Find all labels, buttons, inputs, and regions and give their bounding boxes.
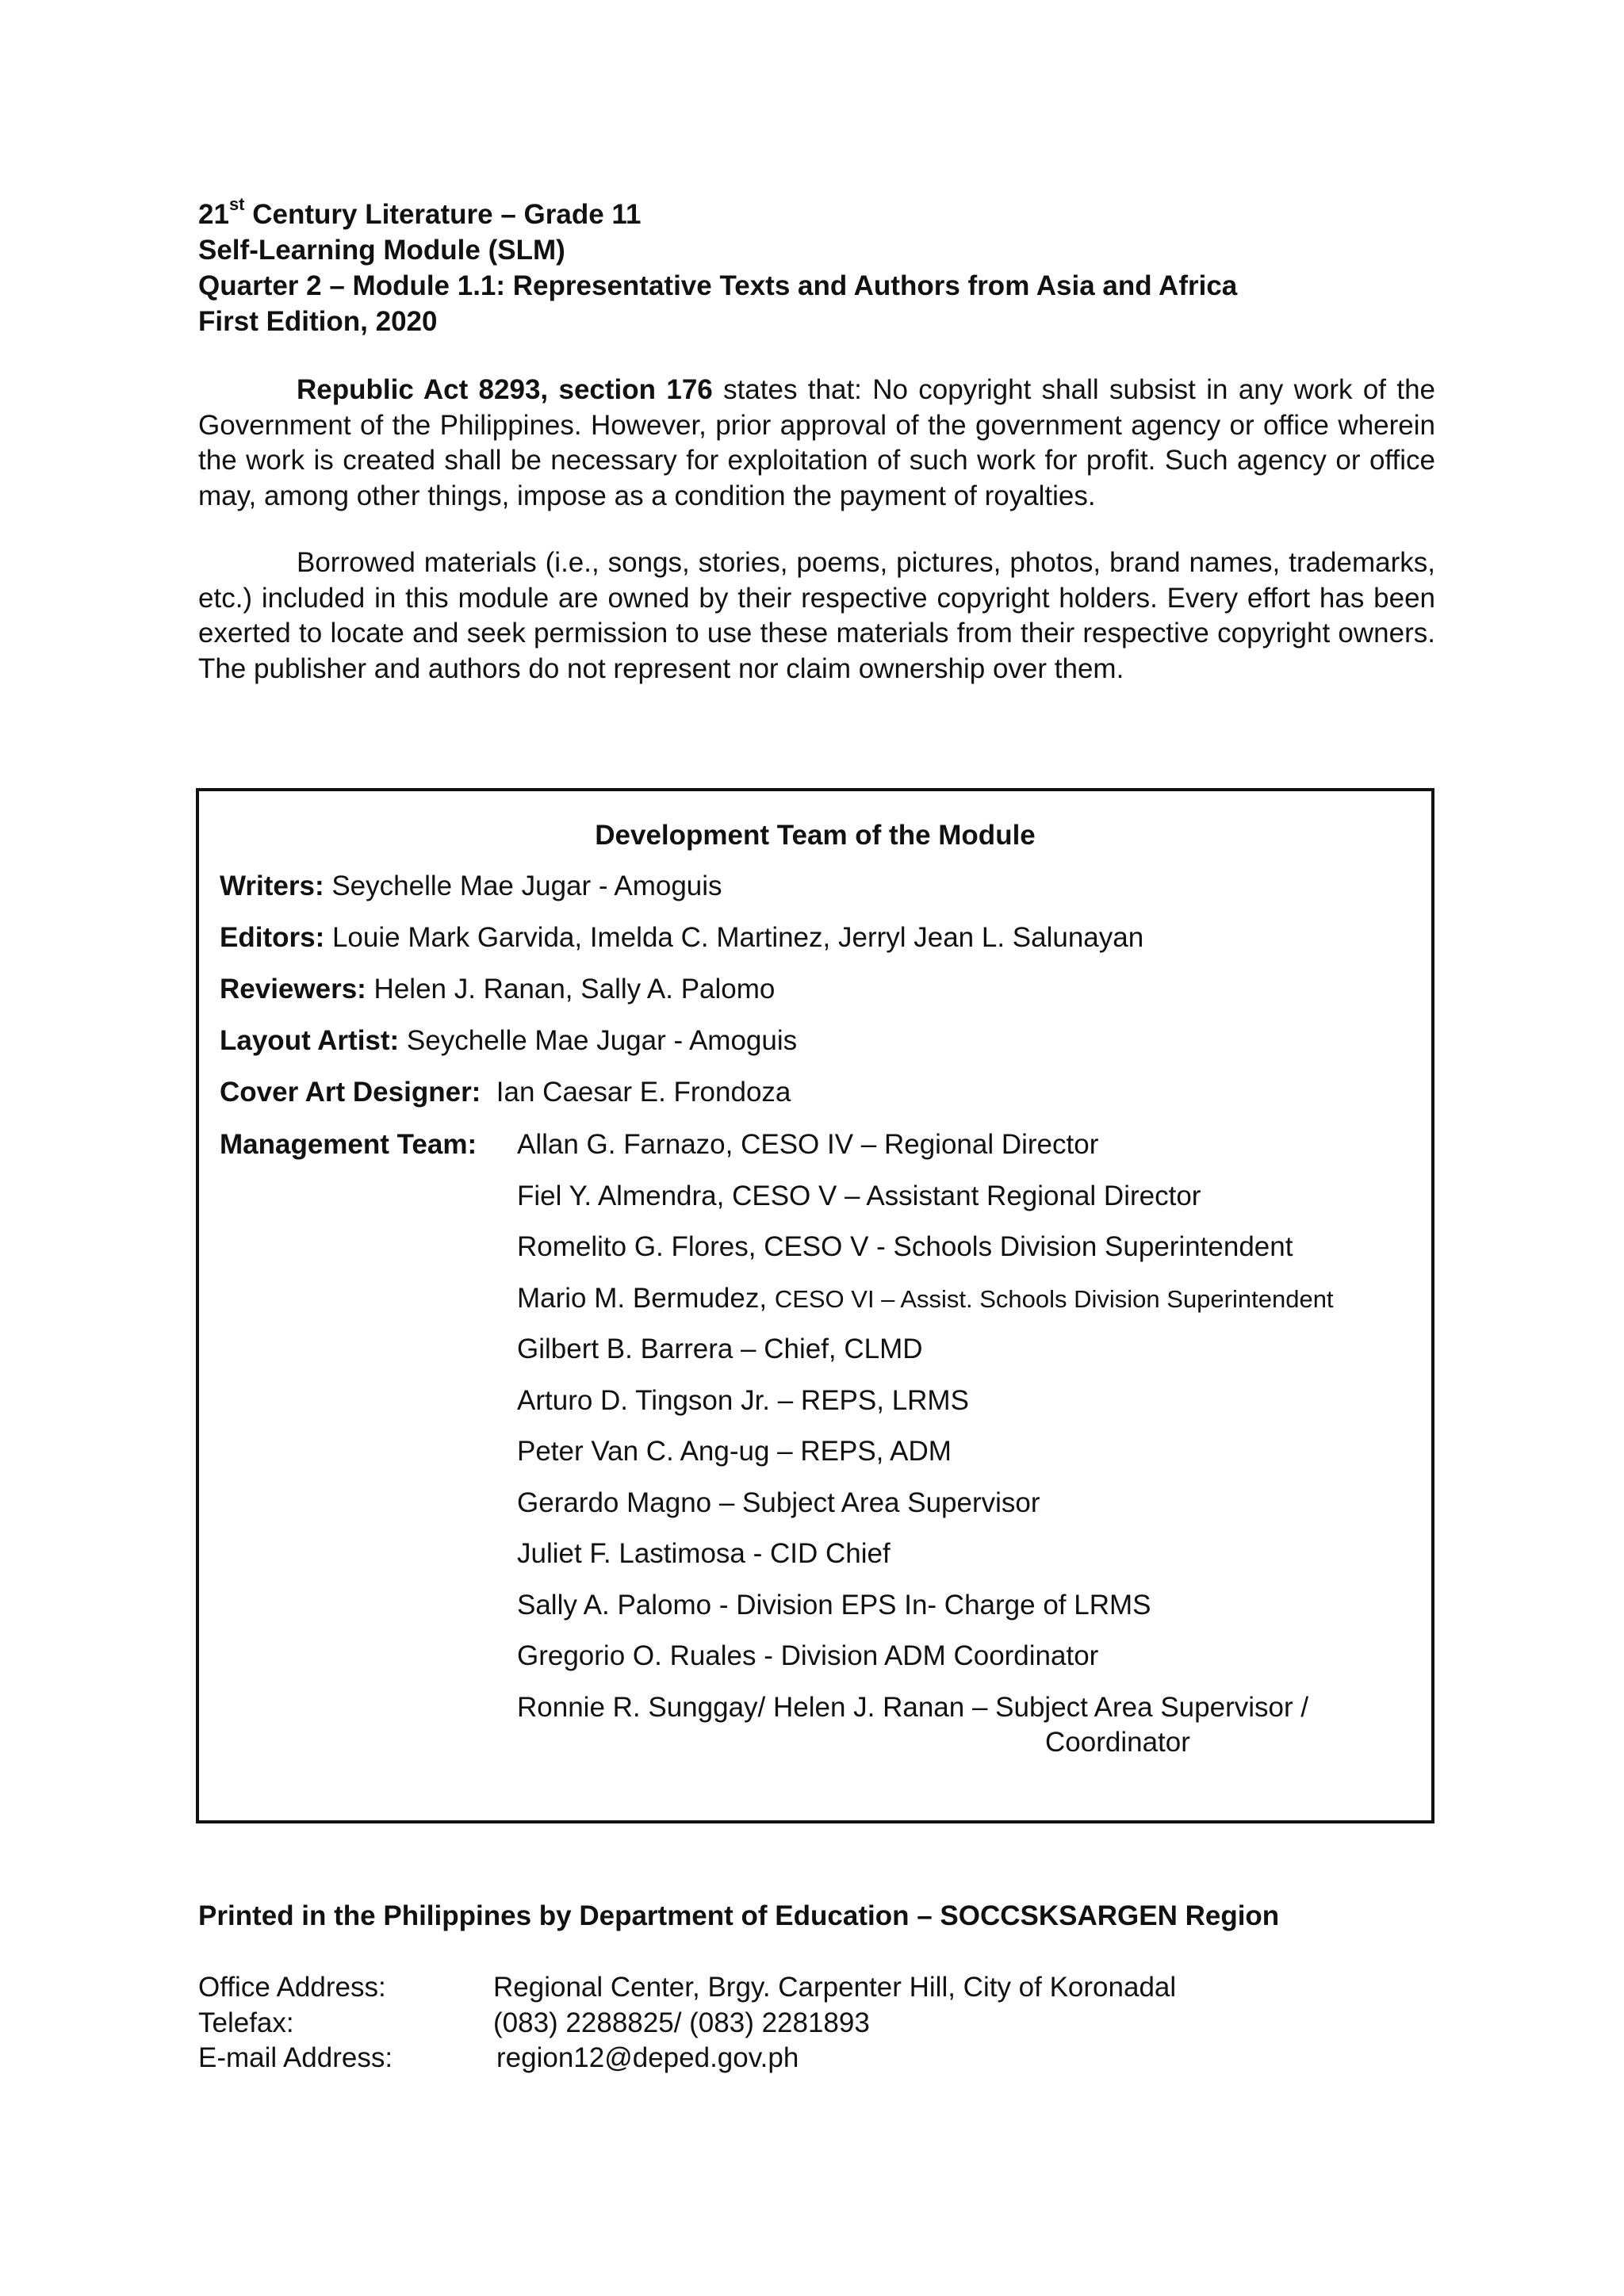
contact-value: region12@deped.gov.ph — [496, 2042, 799, 2073]
list-item: Gregorio O. Ruales - Division ADM Coordinator — [517, 1640, 1099, 1671]
header-quarter-module: Quarter 2 – Module 1.1: Representative Texts and Authors from Asia and Africa — [198, 270, 1238, 301]
header-module-type: Self-Learning Module (SLM) — [198, 235, 565, 266]
credit-reviewers — [220, 972, 775, 1007]
credit-label: Layout Artist: — [220, 1025, 400, 1056]
law-reference: Republic Act 8293, section 176 — [297, 374, 713, 405]
member-position: CESO VI – Assist. Schools Division Superintendent — [774, 1284, 1334, 1313]
contact-label: Office Address: — [198, 1972, 386, 2003]
member-position-continued: Coordinator — [1045, 1726, 1190, 1758]
contact-value: (083) 2288825/ (083) 2281893 — [493, 2007, 870, 2038]
list-item: Gilbert B. Barrera – Chief, CLMD — [517, 1334, 923, 1364]
development-team-box — [196, 788, 1434, 1823]
list-item: Peter Van C. Ang-ug – REPS, ADM — [517, 1436, 952, 1467]
list-item: Juliet F. Lastimosa - CID Chief — [517, 1538, 891, 1569]
credit-label: Cover Art Designer: — [220, 1077, 481, 1108]
credit-value: Seychelle Mae Jugar - Amoguis — [399, 1025, 798, 1056]
contact-label: E-mail Address: — [198, 2042, 393, 2073]
header-title-line — [198, 194, 1237, 232]
title-superscript: st — [228, 194, 245, 215]
title-number: 21 — [198, 199, 229, 230]
credit-label: Reviewers: — [220, 974, 366, 1004]
management-team-label: Management Team: — [220, 1129, 477, 1160]
list-item: Sally A. Palomo - Division EPS In- Charge of LRMS — [517, 1589, 1151, 1621]
management-team-list — [517, 1127, 1334, 1760]
contact-value: Regional Center, Brgy. Carpenter Hill, City of Koronadal — [493, 1972, 1177, 2003]
title-rest: Century Literature – Grade 11 — [244, 199, 642, 230]
list-item — [517, 1690, 1334, 1760]
list-item: Gerardo Magno – Subject Area Supervisor — [517, 1487, 1040, 1518]
list-item — [517, 1281, 1334, 1333]
contact-label: Telefax: — [198, 2007, 294, 2038]
list-item: Arturo D. Tingson Jr. – REPS, LRMS — [517, 1384, 969, 1416]
credit-layout-artist — [220, 1024, 797, 1058]
credit-editors — [220, 920, 1143, 955]
copyright-text: states that: No copyright shall subsist in any work of the Government of the Philippines. However, prior approval of the government agency or office wherein the work is created shall be necessary for exploitation of such work for profit. Such agency or office may, among other things, impose as a condition the payment of royalties. — [198, 374, 1435, 511]
printed-by-statement: Printed in the Philippines by Department of Education – SOCCSKSARGEN Region — [198, 1900, 1280, 1931]
copyright-paragraph — [198, 373, 1435, 514]
header-edition: First Edition, 2020 — [198, 306, 438, 337]
credit-label: Writers: — [220, 871, 324, 901]
credit-value: Helen J. Ranan, Sally A. Palomo — [366, 974, 776, 1004]
credit-value: Seychelle Mae Jugar - Amoguis — [324, 871, 722, 901]
credit-value: Louie Mark Garvida, Imelda C. Martinez, Jerryl Jean L. Salunayan — [324, 922, 1144, 953]
member-name: Ronnie R. Sunggay/ Helen J. Ranan – Subject Area Supervisor / — [517, 1691, 1309, 1723]
credit-label: Editors: — [220, 922, 325, 953]
list-item: Romelito G. Flores, CESO V - Schools Division Superintendent — [517, 1231, 1293, 1262]
borrowed-materials-paragraph: Borrowed materials (i.e., songs, stories, poems, pictures, photos, brand names, trademarks, etc.) included in this module are owned by their respective copyright holders. Every effort has been exerted to locate and seek permission to use these materials from their respective copyright owners. The publisher and authors do not represent nor claim ownership over them. — [198, 547, 1435, 684]
list-item: Allan G. Farnazo, CESO IV – Regional Director — [517, 1129, 1099, 1160]
credit-writers — [220, 869, 722, 904]
credit-value: Ian Caesar E. Frondoza — [481, 1077, 791, 1108]
member-name: Mario M. Bermudez, — [517, 1282, 775, 1314]
credit-cover-art-designer — [220, 1075, 791, 1110]
team-box-title: Development Team of the Module — [595, 820, 1036, 851]
list-item: Fiel Y. Almendra, CESO V – Assistant Regional Director — [517, 1180, 1201, 1211]
module-header — [198, 194, 1238, 339]
